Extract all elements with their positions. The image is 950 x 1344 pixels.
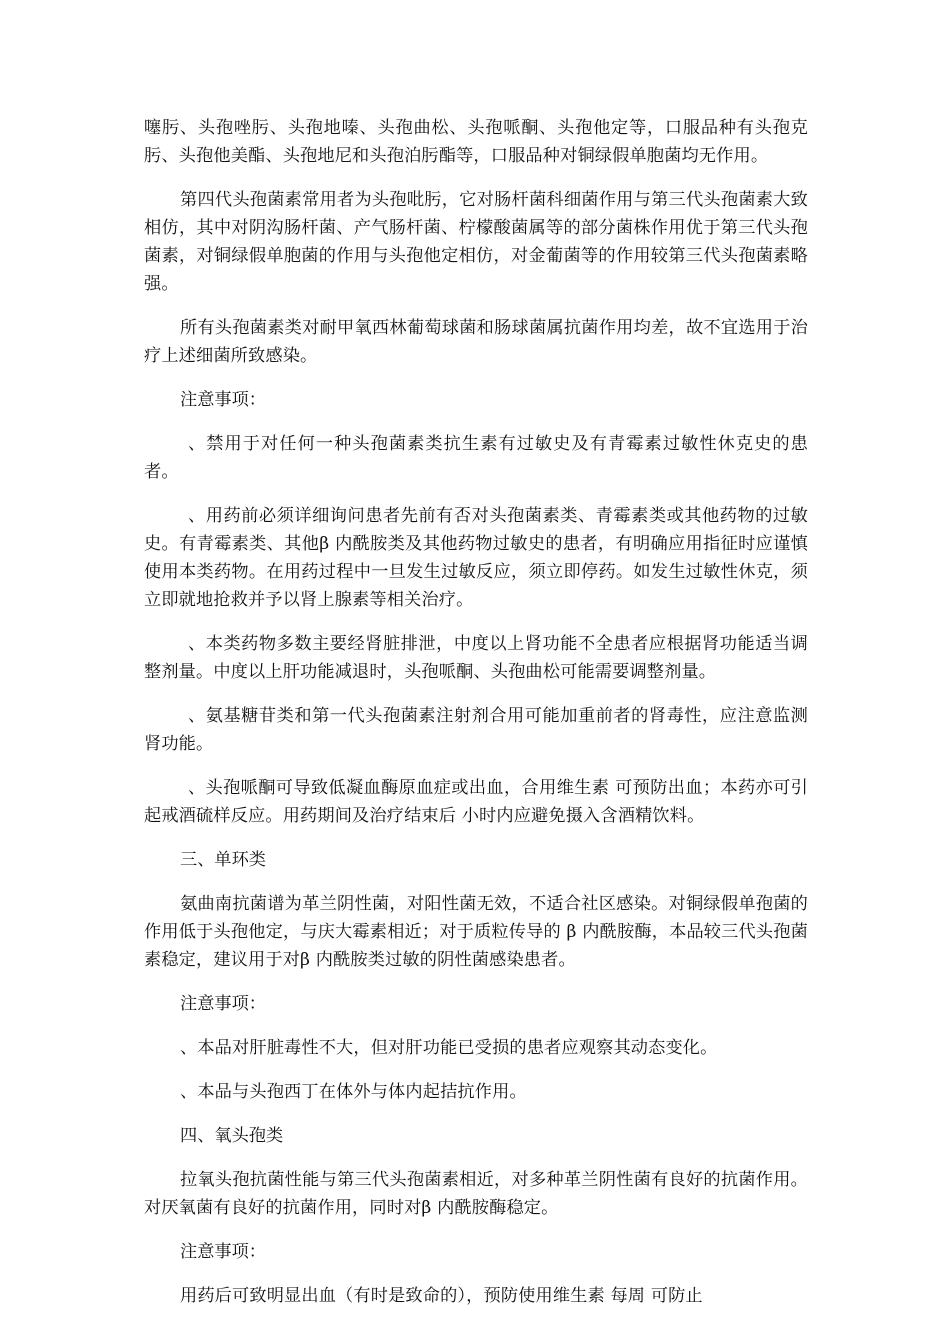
paragraph-aztreonam: 氨曲南抗菌谱为革兰阴性菌，对阳性菌无效，不适合社区感染。对铜绿假单孢菌的作用低于头孢他定，与庆大霉素相近；对于质粒传导的 β 内酰胺酶，本品较三代头孢菌素稳定，建议用于对β 内酰胺类过敏的阴性菌感染患者。 [144, 894, 808, 970]
precautions-heading: 注意事项： [180, 390, 266, 410]
precaution-item: 用药后可致明显出血（有时是致命的），预防使用维生素 每周 可防止 [180, 1286, 703, 1306]
precaution-item: 、本品与头孢西丁在体外与体内起拮抗作用。 [180, 1082, 527, 1102]
document-page [144, 114, 808, 1326]
paragraph-resistance-note: 所有头孢菌素类对耐甲氧西林葡萄球菌和肠球菌属抗菌作用均差，故不宜选用于治疗上述细菌所致感染。 [144, 318, 808, 366]
paragraph-cephalosporin-third-gen-tail: 噻肟、头孢唑肟、头孢地嗪、头孢曲松、头孢哌酮、头孢他定等，口服品种有头孢克肟、头孢他美酯、头孢地尼和头孢泊肟酯等，口服品种对铜绿假单胞菌均无作用。 [144, 118, 808, 166]
precaution-item: 、氨基糖苷类和第一代头孢菌素注射剂合用可能加重前者的肾毒性，应注意监测肾功能。 [144, 706, 808, 754]
paragraph-fourth-gen-cephalosporin: 第四代头孢菌素常用者为头孢吡肟，它对肠杆菌科细菌作用与第三代头孢菌素大致相仿，其中对阴沟肠杆菌、产气肠杆菌、柠檬酸菌属等的部分菌株作用优于第三代头孢菌素，对铜绿假单胞菌的作用与头孢他定相仿，对金葡菌等的作用较第三代头孢菌素略强。 [144, 190, 808, 294]
section-heading-oxacephem: 四、氧头孢类 [180, 1126, 284, 1146]
precautions-heading: 注意事项： [180, 1242, 266, 1262]
precaution-item: 、禁用于对任何一种头孢菌素类抗生素有过敏史及有青霉素过敏性休克史的患者。 [144, 434, 808, 482]
precaution-item: 、头孢哌酮可导致低凝血酶原血症或出血，合用维生素 可预防出血；本药亦可引起戒酒硫样反应。用药期间及治疗结束后 小时内应避免摄入含酒精饮料。 [144, 778, 808, 826]
precaution-item: 、用药前必须详细询问患者先前有否对头孢菌素类、青霉素类或其他药物的过敏史。有青霉素类、其他β 内酰胺类及其他药物过敏史的患者，有明确应用指征时应谨慎使用本类药物。在用药过程中一旦发生过敏反应，须立即停药。如发生过敏性休克，须立即就地抢救并予以肾上腺素等相关治疗。 [144, 506, 808, 610]
precaution-item: 、本类药物多数主要经肾脏排泄，中度以上肾功能不全患者应根据肾功能适当调整剂量。中度以上肝功能减退时，头孢哌酮、头孢曲松可能需要调整剂量。 [144, 634, 808, 682]
section-heading-monobactam: 三、单环类 [180, 850, 266, 870]
paragraph-latamoxef: 拉氧头孢抗菌性能与第三代头孢菌素相近，对多种革兰阴性菌有良好的抗菌作用。对厌氧菌有良好的抗菌作用，同时对β 内酰胺酶稳定。 [144, 1170, 808, 1218]
precaution-item: 、本品对肝脏毒性不大，但对肝功能已受损的患者应观察其动态变化。 [180, 1038, 718, 1058]
precautions-heading: 注意事项： [180, 994, 266, 1014]
